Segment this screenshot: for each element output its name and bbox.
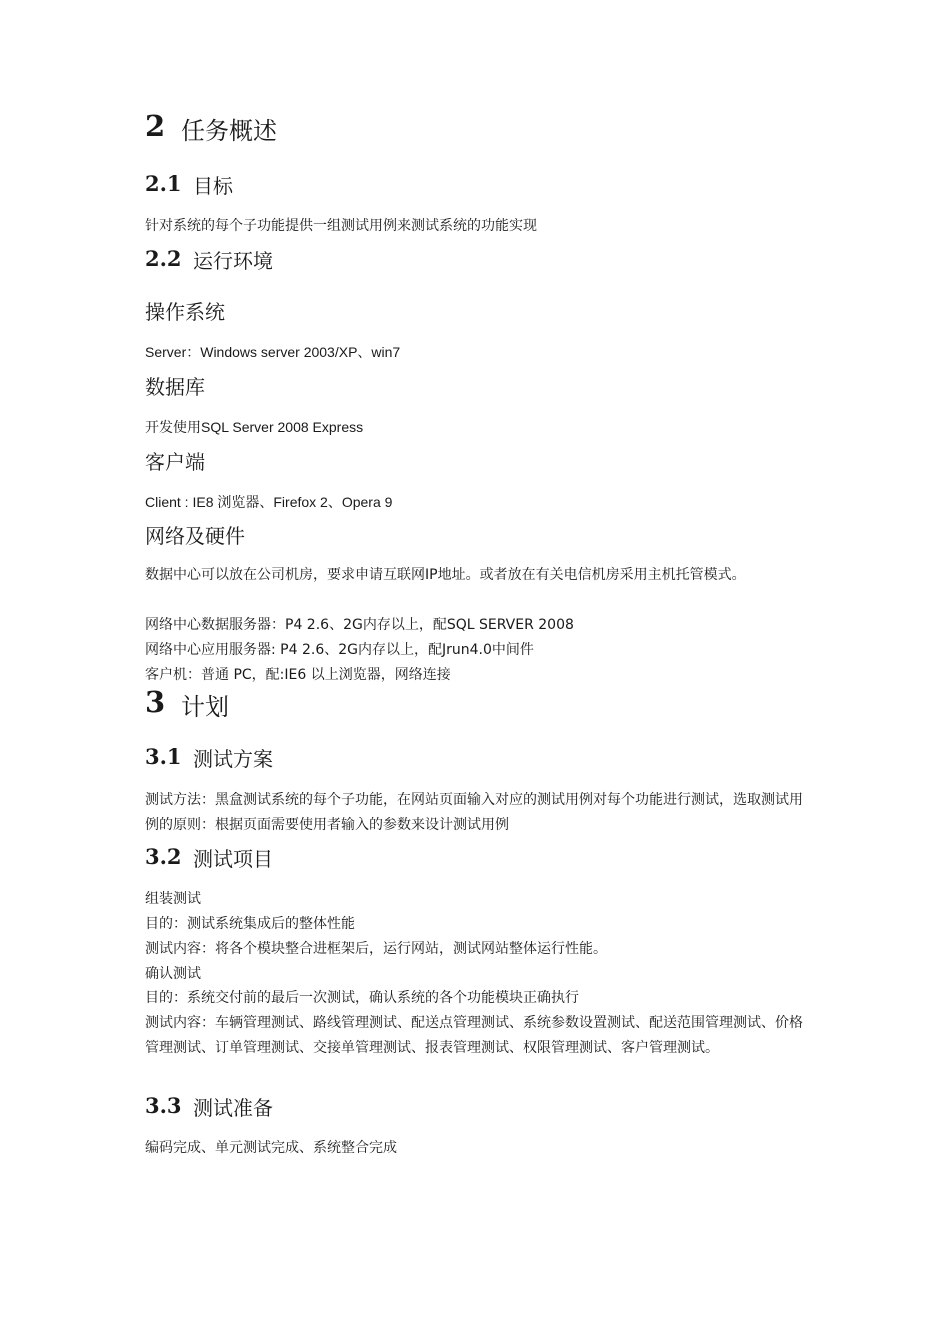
client-text: Client : IE8 浏览器、Firefox 2、Opera 9 [145, 494, 393, 510]
db-heading: 数据库 [145, 375, 205, 399]
client-heading: 客户端 [145, 450, 205, 474]
section-title: 运行环境 [193, 249, 273, 273]
section-number: 2.2 [145, 246, 182, 271]
section-title: 计划 [181, 693, 229, 721]
test-plan-paragraph: 测试方法：黑盒测试系统的每个子功能，在网站页面输入对应的测试用例对每个功能进行测试，选取测试用例的原则：根据页面需要使用者输入的参数来设计测试用例 [145, 792, 803, 833]
section-3-heading [145, 684, 229, 719]
section-number: 3 [145, 685, 166, 719]
network-paragraph: 数据中心可以放在公司机房，要求申请互联网IP地址。或者放在有关电信机房采用主机托管模式。 [145, 567, 746, 583]
acceptance-test-goal: 目的：系统交付前的最后一次测试，确认系统的各个功能模块正确执行 [145, 990, 579, 1006]
section-title: 目标 [193, 174, 233, 198]
client-machine-text: 客户机：普通 PC，配:IE6 以上浏览器，网络连接 [145, 667, 451, 683]
section-title: 任务概述 [181, 117, 277, 145]
goal-paragraph: 针对系统的每个子功能提供一组测试用例来测试系统的功能实现 [145, 218, 537, 234]
section-3-3-heading [145, 1090, 273, 1119]
data-server-text: 网络中心数据服务器：P4 2.6、2G内存以上，配SQL SERVER 2008 [145, 617, 574, 633]
preparation-text: 编码完成、单元测试完成、系统整合完成 [145, 1140, 397, 1156]
assembly-test-goal: 目的：测试系统集成后的整体性能 [145, 916, 355, 932]
section-title: 测试项目 [193, 847, 273, 871]
assembly-test-label: 组装测试 [145, 891, 201, 907]
acceptance-test-label: 确认测试 [145, 966, 201, 982]
network-heading: 网络及硬件 [145, 524, 245, 548]
section-2-heading [145, 108, 277, 143]
app-server-text: 网络中心应用服务器: P4 2.6、2G内存以上，配Jrun4.0中间件 [145, 642, 534, 658]
section-number: 3.2 [145, 844, 182, 869]
db-text: 开发使用SQL Server 2008 Express [145, 419, 364, 435]
acceptance-test-content: 测试内容：车辆管理测试、路线管理测试、配送点管理测试、系统参数设置测试、配送范围管理测试、价格管理测试、订单管理测试、交接单管理测试、报表管理测试、权限管理测试、客户管理测试。 [145, 1015, 803, 1056]
section-2-1-heading [145, 168, 233, 197]
section-2-2-heading [145, 243, 273, 272]
os-text: Server：Windows server 2003/XP、win7 [145, 344, 401, 360]
section-number: 2.1 [145, 171, 182, 196]
section-number: 2 [145, 109, 166, 143]
section-title: 测试方案 [193, 747, 273, 771]
assembly-test-content: 测试内容：将各个模块整合进框架后，运行网站，测试网站整体运行性能。 [145, 941, 607, 957]
section-number: 3.1 [145, 744, 182, 769]
section-number: 3.3 [145, 1093, 182, 1118]
section-3-2-heading [145, 841, 273, 870]
section-3-1-heading [145, 741, 273, 770]
section-title: 测试准备 [193, 1096, 273, 1120]
os-heading: 操作系统 [145, 300, 225, 324]
